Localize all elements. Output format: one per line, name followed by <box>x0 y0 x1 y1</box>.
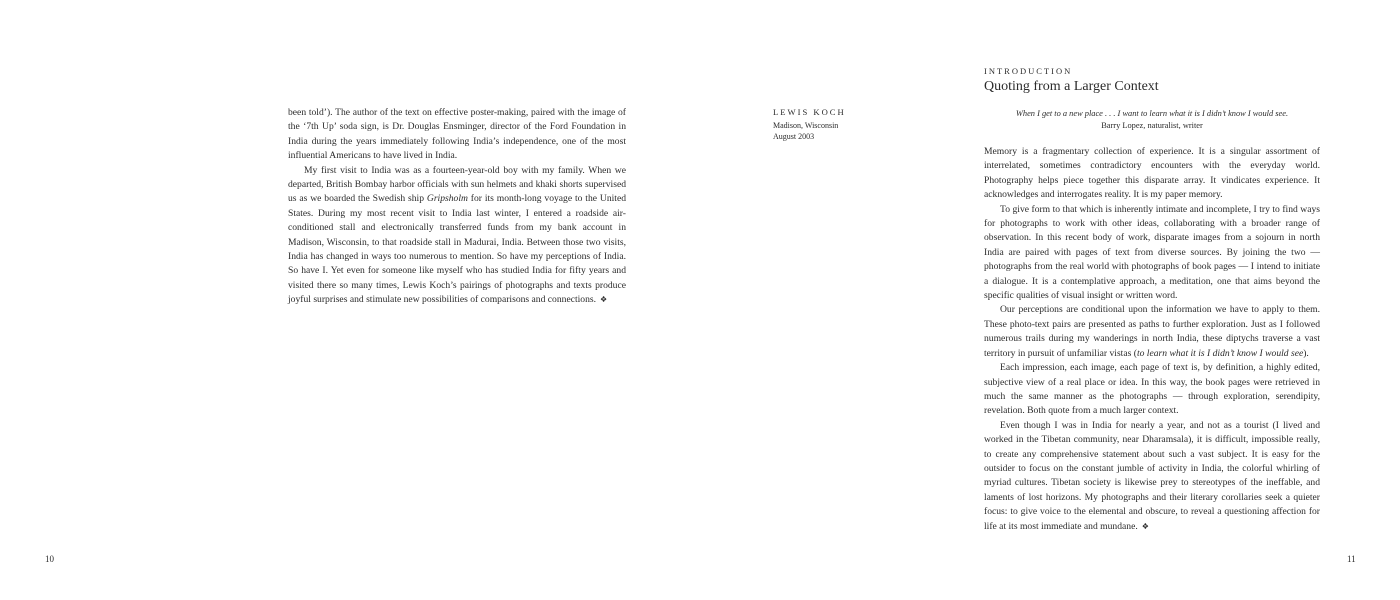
page-number-right: 11 <box>1347 554 1356 564</box>
end-mark-icon: ❖ <box>1141 521 1149 531</box>
left-body-text <box>288 106 626 308</box>
author-date: August 2003 <box>773 132 815 141</box>
page-title: Quoting from a Larger Context <box>984 79 1159 94</box>
right-paragraph-5 <box>984 419 1320 534</box>
right-paragraph-5-text: Even though I was in India for nearly a year, and not as a tourist (I lived and worked in the Tibetan community, near Dharamsala), it is difficult, impossible really, to create any comprehensive statement about such a vast subject. It is easy for the outsider to focus on the constant jumble of activity in India, the colorful whirling of myriad cultures. Tibetan society is likewise prey to stereotypes of the ineffable, and laments of lost horizons. My photographs and their literary corollaries seek a quieter focus: to give voice to the elemental and obscure, to reveal a questioning affection for life at its most immediate and mundane. <box>984 419 1320 532</box>
right-paragraph-4: Each impression, each image, each page of text is, by definition, a highly edited, subjective view of a real place or idea. In this way, the book pages were retrieved in much the same manner as the photographs — through exploration, serendipity, revelation. Both quote from a much larger context. <box>984 362 1320 417</box>
right-paragraph-1: Memory is a fragmentary collection of experience. It is a singular assortment of interrelated, sometimes contradictory encounters with the everyday world. Photography helps piece together this disparate array. It vindicates experience. It acknowledges and interrogates reality. It is my paper memory. <box>984 146 1320 201</box>
left-paragraph-2-text-a: My first visit to India was as a fourteen-year-old boy with my family. When we departed, British Bombay harbor officials with sun helmets and khaki shorts supervised us as we boarded the Swedish ship <box>288 164 626 205</box>
epigraph <box>984 108 1320 132</box>
epigraph-quote: When I get to a new place . . . I want to learn what it is I didn’t know I would see. <box>1015 109 1289 118</box>
right-paragraph-2: To give form to that which is inherently intimate and incomplete, I try to find ways for photographs to work with other ideas, collaborating with a broader range of observation. In this recent body of work, disparate images from a sojourn in north India are paired with pages of text from diverse sources. By joining the two — photographs from the real world with photographs of book pages — I intend to initiate a dialogue. It is a contemplative approach, a meditation, one that aims beyond the specific qualities of visual insight or written word. <box>984 203 1320 302</box>
byline <box>773 107 846 142</box>
page-number-left: 10 <box>45 554 54 564</box>
right-paragraph-3-text-a: Our perceptions are conditional upon the information we have to apply to them. These photo-text pairs are presented as paths to further exploration. Just as I followed numerous trails during my wanderings in north India, these diptychs traverse a vast territory in pursuit of unfamiliar vistas ( <box>984 304 1320 359</box>
right-page <box>700 0 1400 600</box>
epigraph-attribution: Barry Lopez, naturalist, writer <box>1101 121 1203 130</box>
right-body-text <box>984 145 1320 534</box>
right-paragraph-3-italic: to learn what it is I didn’t know I would see <box>1136 347 1304 359</box>
right-paragraph-3 <box>984 303 1320 361</box>
author-place: Madison, Wisconsin <box>773 121 839 130</box>
section-kicker: INTRODUCTION <box>984 66 1073 76</box>
right-paragraph-3-text-b: ). <box>1303 347 1309 359</box>
left-paragraph-2-text-b: for its month-long voyage to the United States. During my most recent visit to India last winter, I entered a roadside air-conditioned stall and electronically transferred funds from my bank account in Madison, Wisconsin, to that roadside stall in Madurai, India. Between those two visits, India has changed in ways too numerous to mention. So have my perceptions of India. So have I. Yet even for someone like myself who has studied India for fifty years and visited there so many times, Lewis Koch’s pairings of photographs and texts produce joyful surprises and stimulate new possibilities of comparisons and connections. <box>288 193 627 306</box>
left-paragraph-2 <box>288 164 626 308</box>
author-name: LEWIS KOCH <box>773 107 846 117</box>
ship-name: Gripsholm <box>426 193 468 205</box>
left-paragraph-1: been told’). The author of the text on effective poster-making, paired with the image of the ‘7th Up’ soda sign, is Dr. Douglas Ensminger, director of the Ford Foundation in India during the years immediately following India’s independence, one of the most influential Americans to have lived in India. <box>288 107 626 162</box>
end-mark-icon: ❖ <box>600 295 608 305</box>
